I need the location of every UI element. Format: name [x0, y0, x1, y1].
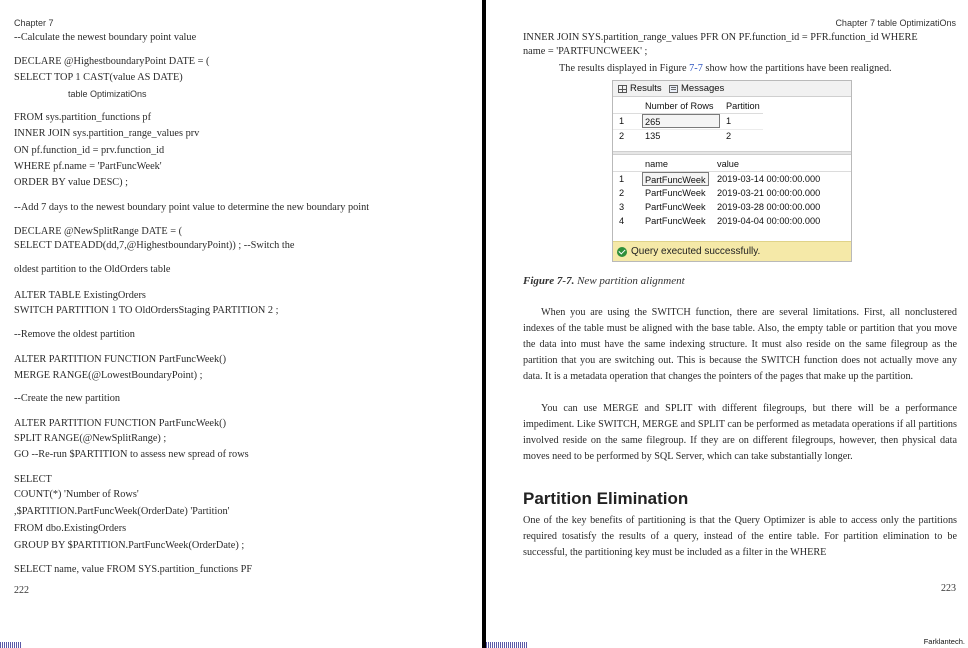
code-line: --Calculate the newest boundary point value — [14, 32, 197, 43]
table-cell[interactable]: PartFuncWeek — [645, 188, 706, 198]
code-line: SELECT TOP 1 CAST(value AS DATE) — [14, 72, 183, 83]
code-line: ORDER BY value DESC) ; — [14, 177, 129, 188]
column-header: Partition — [726, 101, 760, 111]
corner-watermark: Farklantech. — [923, 637, 965, 646]
caption-text: New partition alignment — [574, 275, 685, 287]
code-line: GO --Re-run $PARTITION to assess new spread of rows — [14, 449, 249, 460]
table-cell[interactable]: 2019-03-14 00:00:00.000 — [717, 174, 821, 184]
code-line: --Create the new partition — [14, 393, 121, 404]
tab-results[interactable] — [618, 83, 662, 94]
code-line: SWITCH PARTITION 1 TO OldOrdersStaging PARTITION 2 ; — [14, 305, 279, 316]
page-number: 222 — [14, 585, 29, 596]
paragraph-text: You can use MERGE and SPLIT with different filegroups, but there will be a performance impediment. Like SWITCH, MERGE and SPLIT can be performed as metadata operations if all partitions involved reside on the same filegroup. If they are on different filegroups, however, then physical data moves need to be performed by SQL Server, which can take substantially longer. — [523, 403, 957, 462]
row-index: 4 — [619, 216, 625, 226]
code-line: INNER JOIN SYS.partition_range_values PFR ON PF.function_id = PFR.function_id WHERE — [523, 32, 918, 43]
code-line: ALTER PARTITION FUNCTION PartFuncWeek() — [14, 354, 227, 365]
code-line: ALTER PARTITION FUNCTION PartFuncWeek() — [14, 418, 227, 429]
code-line: MERGE RANGE(@LowestBoundaryPoint) ; — [14, 370, 203, 381]
row-index: 2 — [619, 131, 625, 141]
table-cell[interactable]: 265 — [642, 114, 720, 128]
table-cell[interactable]: 2019-04-04 00:00:00.000 — [717, 216, 821, 226]
table-cell[interactable]: 1 — [726, 116, 732, 126]
intro-text: show how the partitions have been realigned. — [702, 63, 892, 74]
code-line: --Remove the oldest partition — [14, 329, 135, 340]
code-line: SELECT name, value FROM SYS.partition_functions PF — [14, 564, 253, 575]
stray-header: table OptimizatiOns — [68, 89, 147, 99]
caption-label: Figure 7-7. — [523, 275, 575, 287]
figure-link[interactable]: 7-7 — [689, 63, 703, 74]
page-number: 223 — [941, 583, 956, 594]
code-line: SELECT DATEADD(dd,7,@HighestboundaryPoint)) ; --Switch the — [14, 240, 295, 251]
column-header: value — [717, 159, 739, 169]
paragraph-text: When you are using the SWITCH function, there are several limitations. First, all nonclustered indexes of the table must be aligned with the base table. Also, the empty table or partition that you move the data into must have the same indexing structure. It must also reside on the same filegroup as the partition that you are switching out. This is because the SWITCH function does not actually move any data. It is a metadata operation that changes the pointers of the pages that make up the partition. — [523, 307, 957, 382]
tab-messages-label: Messages — [681, 83, 725, 94]
paragraph — [523, 401, 957, 465]
code-line: SPLIT RANGE(@NewSplitRange) ; — [14, 433, 167, 444]
results-tab-bar — [613, 81, 851, 97]
scan-mark — [0, 642, 22, 648]
running-head: Chapter 7 table OptimizatiOns — [835, 18, 956, 28]
table-cell[interactable]: PartFuncWeek — [645, 202, 706, 212]
figure-caption — [523, 275, 685, 287]
success-check-icon — [617, 247, 627, 257]
table-cell[interactable]: 2 — [726, 131, 732, 141]
intro-sentence — [559, 63, 892, 74]
row-index: 1 — [619, 116, 625, 126]
messages-icon — [669, 85, 678, 93]
code-line: COUNT(*) 'Number of Rows' — [14, 489, 139, 500]
grid-splitter[interactable] — [613, 151, 851, 155]
results-figure — [612, 80, 852, 262]
boundary-values-grid — [613, 157, 851, 237]
column-header: Number of Rows — [645, 101, 714, 111]
running-head: Chapter 7 — [14, 18, 54, 28]
column-header: name — [645, 159, 668, 169]
paragraph-text: One of the key benefits of partitioning is that the Query Optimizer is able to access only the partitions required tosatisfy the results of a query, instead of the entire table. For partition elimination to be successful, the partitioning key must be included as a filter in the WHERE — [523, 515, 957, 558]
code-line: name = 'PARTFUNCWEEK' ; — [523, 46, 648, 57]
code-line: GROUP BY $PARTITION.PartFuncWeek(OrderDate) ; — [14, 540, 245, 551]
code-line: FROM sys.partition_functions pf — [14, 112, 152, 123]
intro-text: The results displayed in Figure — [559, 63, 690, 74]
row-index: 3 — [619, 202, 625, 212]
status-text: Query executed successfully. — [631, 246, 761, 257]
code-line: INNER JOIN sys.partition_range_values prv — [14, 128, 200, 139]
partition-count-grid — [613, 99, 851, 147]
right-page — [486, 0, 968, 648]
code-line: DECLARE @HighestboundaryPoint DATE = ( — [14, 56, 210, 67]
code-line: ALTER TABLE ExistingOrders — [14, 290, 146, 301]
code-line: WHERE pf.name = 'PartFuncWeek' — [14, 161, 162, 172]
scan-mark — [486, 642, 528, 648]
table-cell[interactable]: PartFuncWeek — [645, 216, 706, 226]
code-line: SELECT — [14, 474, 52, 485]
grid-icon — [618, 85, 627, 93]
paragraph — [523, 513, 957, 561]
table-cell[interactable]: 2019-03-21 00:00:00.000 — [717, 188, 821, 198]
table-cell[interactable]: PartFuncWeek — [642, 172, 709, 186]
section-heading: Partition Elimination — [523, 489, 689, 508]
row-index: 1 — [619, 174, 625, 184]
table-cell[interactable]: 135 — [645, 131, 661, 141]
code-line: DECLARE @NewSplitRange DATE = ( — [14, 226, 183, 237]
tab-results-label: Results — [630, 83, 662, 94]
code-line: ON pf.function_id = prv.function_id — [14, 145, 165, 156]
query-status-bar — [613, 241, 851, 261]
code-line: FROM dbo.ExistingOrders — [14, 523, 127, 534]
row-index: 2 — [619, 188, 625, 198]
code-line: ,$PARTITION.PartFuncWeek(OrderDate) 'Partition' — [14, 506, 230, 517]
code-line: --Add 7 days to the newest boundary point value to determine the new boundary point — [14, 202, 370, 213]
table-cell[interactable]: 2019-03-28 00:00:00.000 — [717, 202, 821, 212]
code-line: oldest partition to the OldOrders table — [14, 264, 171, 275]
left-page — [0, 0, 482, 648]
tab-messages[interactable] — [669, 83, 724, 94]
paragraph — [523, 305, 957, 385]
